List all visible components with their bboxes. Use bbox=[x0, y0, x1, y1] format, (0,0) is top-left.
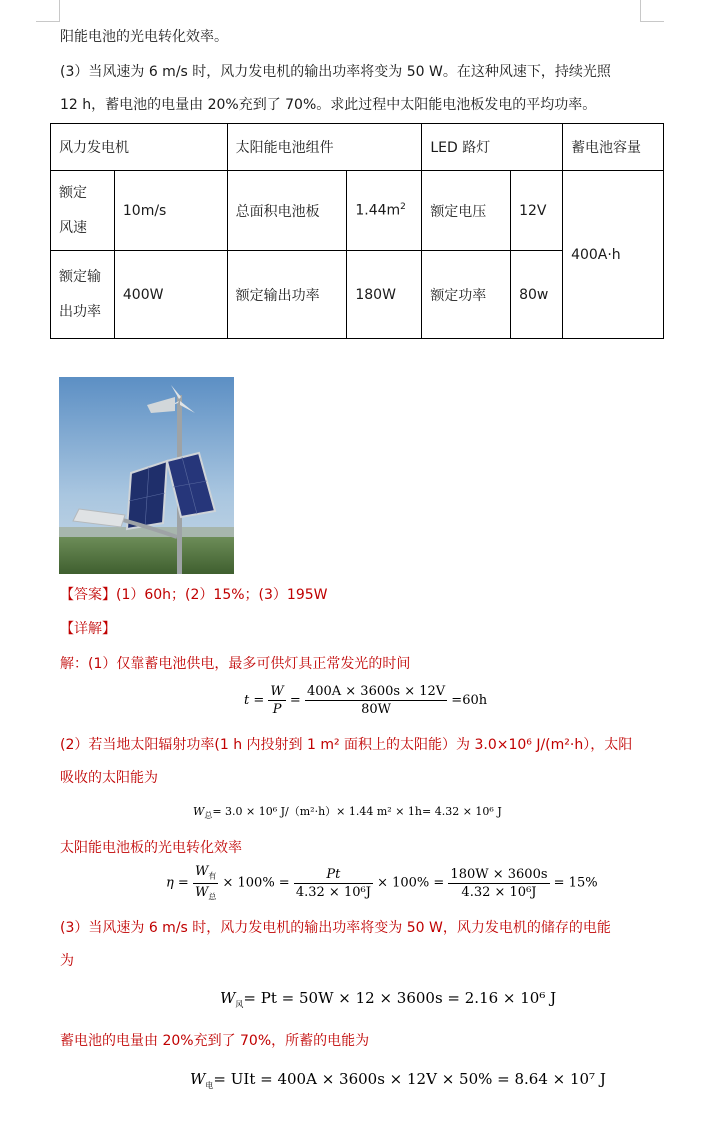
eq1-result: =60h bbox=[451, 693, 488, 708]
solar-area-exponent: 2 bbox=[400, 202, 406, 213]
eq3-fraction-3 bbox=[448, 867, 549, 900]
answer-prefix: 【答案】 bbox=[60, 587, 116, 603]
eq1-f1-num: W bbox=[270, 684, 284, 699]
eq3-result: = 15% bbox=[553, 875, 598, 891]
header-battery-capacity: 蓄电池容量 bbox=[563, 124, 664, 171]
eq1-f2-den: 80W bbox=[361, 702, 391, 717]
eq3-fraction-2 bbox=[294, 867, 373, 900]
header-led-lamp: LED 路灯 bbox=[422, 124, 563, 171]
eq2-lhs-sub: 总 bbox=[204, 811, 213, 821]
eq3-f2-den: 4.32 × 10⁶J bbox=[295, 884, 371, 900]
eq1-lhs: t = bbox=[244, 693, 265, 708]
cell-led-value: 12V bbox=[511, 171, 563, 251]
eq3-f3-num: 180W × 3600s bbox=[450, 866, 548, 882]
eq5-lhs: W bbox=[190, 1070, 206, 1088]
cell-wind-label bbox=[51, 171, 115, 251]
cell-led-value: 80w bbox=[511, 251, 563, 339]
cell-wind-value: 10m/s bbox=[114, 171, 227, 251]
equation-3 bbox=[166, 864, 598, 902]
part-2-line-1: (2）若当地太阳辐射功率(1 h 内投射到 1 m² 面积上的太阳能）为 3.0×10⁶ J/(m²·h），太阳 bbox=[60, 737, 633, 753]
header-wind-generator: 风力发电机 bbox=[51, 124, 228, 171]
eq5-lhs-sub: 电 bbox=[205, 1081, 214, 1090]
eq2-lhs: W bbox=[193, 805, 205, 818]
equation-4 bbox=[220, 989, 556, 1010]
part-1-intro: 解：(1）仅靠蓄电池供电，最多可供灯具正常发光的时间 bbox=[60, 656, 411, 672]
cell-battery-value: 400A·h bbox=[563, 171, 664, 339]
eq3-mid-1: × 100% = bbox=[222, 875, 290, 891]
question-3-line-1: (3）当风速为 6 m/s 时，风力发电机的输出功率将变为 50 W。在这种风速下，持续光照 bbox=[60, 64, 611, 80]
eq5-body: = UIt = 400A × 3600s × 12V × 50% = 8.64 × 10⁷ J bbox=[213, 1070, 606, 1088]
part-3-line-2: 为 bbox=[60, 953, 74, 969]
cell-solar-value: 180W bbox=[347, 251, 422, 339]
part-2-line-2: 吸收的太阳能为 bbox=[60, 770, 158, 786]
cell-solar-label: 总面积电池板 bbox=[227, 171, 347, 251]
eq1-f1-den: P bbox=[272, 702, 282, 717]
eq3-f1-num: W bbox=[194, 864, 209, 879]
page-corner-mark-right bbox=[640, 0, 664, 22]
eq1-fraction-1 bbox=[268, 684, 285, 717]
eq3-lhs: η = bbox=[166, 875, 189, 891]
cell-wind-label-a: 额定 bbox=[59, 184, 87, 201]
part-2-efficiency: 太阳能电池板的光电转化效率 bbox=[60, 840, 242, 856]
cell-led-label: 额定电压 bbox=[422, 171, 511, 251]
eq1-fraction-2 bbox=[305, 684, 447, 717]
eq4-lhs: W bbox=[220, 989, 236, 1007]
eq4-lhs-sub: 风 bbox=[235, 1000, 244, 1009]
intro-line: 阳能电池的光电转化效率。 bbox=[60, 29, 228, 45]
equation-1 bbox=[244, 684, 487, 717]
equation-5 bbox=[190, 1070, 606, 1091]
cell-led-label: 额定功率 bbox=[422, 251, 511, 339]
page-corner-mark-left bbox=[36, 0, 60, 22]
answer-text: (1）60h；(2）15%；(3）195W bbox=[116, 587, 328, 603]
photo-illustration bbox=[59, 377, 234, 574]
eq1-f2-num: 400A × 3600s × 12V bbox=[306, 684, 446, 699]
eq3-fraction-1 bbox=[193, 864, 218, 902]
eq3-f2-num: Pt bbox=[294, 867, 373, 884]
part-3-battery: 蓄电池的电量由 20%充到了 70%，所蓄的电能为 bbox=[60, 1033, 370, 1049]
equation-2 bbox=[193, 803, 502, 821]
detail-heading: 【详解】 bbox=[60, 621, 116, 637]
cell-wind-label-a: 额定输 bbox=[59, 268, 101, 285]
eq3-f3-den: 4.32 × 10⁶J bbox=[461, 884, 537, 900]
spec-table bbox=[50, 123, 664, 339]
cell-solar-value bbox=[347, 171, 422, 251]
eq2-body: = 3.0 × 10⁶ J/（m²·h）× 1.44 m² × 1h= 4.32 × 10⁶ J bbox=[212, 805, 502, 818]
part-3-line-1: (3）当风速为 6 m/s 时，风力发电机的输出功率将变为 50 W，风力发电机的储存的电能 bbox=[60, 920, 611, 936]
cell-wind-label-b: 出功率 bbox=[59, 303, 101, 320]
eq4-body: = Pt = 50W × 12 × 3600s = 2.16 × 10⁶ J bbox=[243, 989, 557, 1007]
eq3-f1-num-sub: 有 bbox=[208, 871, 217, 881]
solar-area-value: 1.44m bbox=[355, 202, 401, 219]
eq3-mid-2: × 100% = bbox=[377, 875, 445, 891]
street-light-photo bbox=[59, 377, 234, 574]
cell-wind-value: 400W bbox=[114, 251, 227, 339]
cell-solar-label: 额定输出功率 bbox=[227, 251, 347, 339]
answer-line bbox=[60, 585, 327, 605]
eq3-f1-den: W bbox=[194, 884, 209, 900]
cell-wind-label-b: 风速 bbox=[59, 219, 87, 236]
table-header-row bbox=[51, 124, 664, 171]
eq3-f1-num-wrap bbox=[193, 864, 218, 884]
header-solar-module: 太阳能电池组件 bbox=[227, 124, 422, 171]
cell-wind-label bbox=[51, 251, 115, 339]
eq3-f1-den-sub: 总 bbox=[208, 892, 217, 902]
table-row bbox=[51, 171, 664, 251]
eq1-equals: = bbox=[289, 693, 301, 708]
eq3-f1-den-wrap bbox=[193, 884, 218, 903]
question-3-line-2: 12 h，蓄电池的电量由 20%充到了 70%。求此过程中太阳能电池板发电的平均功率。 bbox=[60, 97, 597, 113]
